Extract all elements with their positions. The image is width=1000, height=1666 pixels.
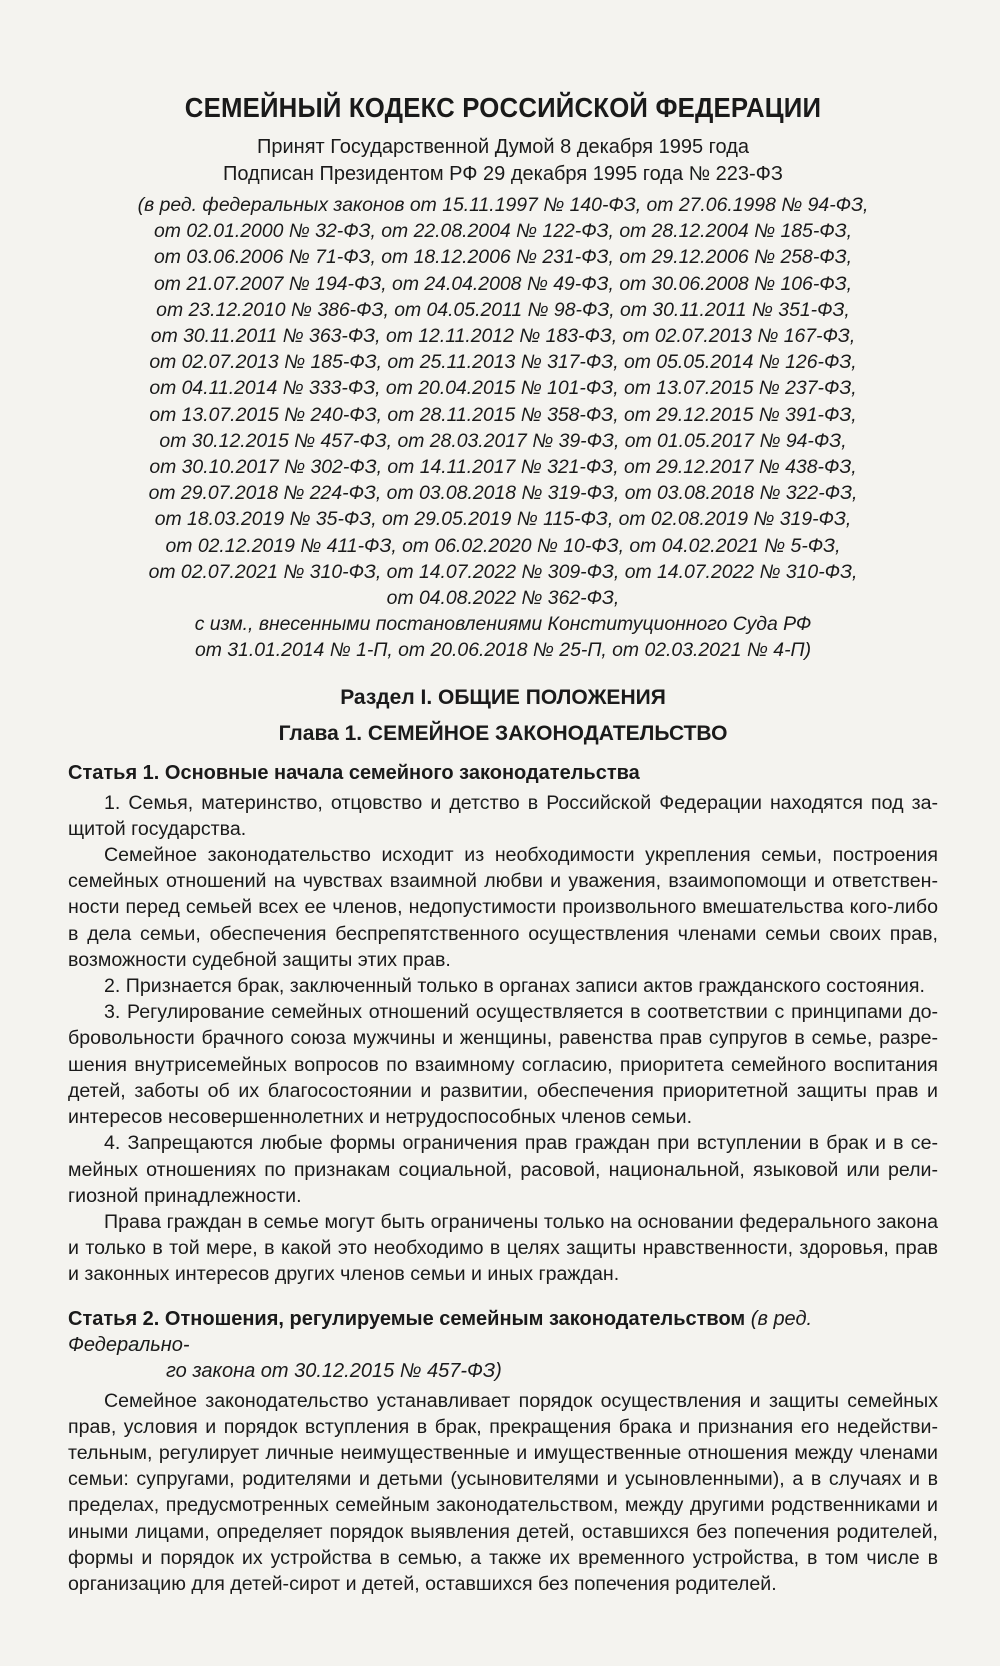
chapter-title: Глава 1. СЕМЕЙНОЕ ЗАКОНОДАТЕЛЬСТВО [278, 721, 728, 745]
amendment-line: от 18.03.2019 № 35-ФЗ, от 29.05.2019 № 115-ФЗ, от 02.08.2019 № 319-ФЗ, [154, 508, 852, 531]
text-line: и законных интересов других членов семьи и иных граждан. [68, 1263, 620, 1286]
text-line: 2. Признается брак, заключенный только в органах записи актов гражданского состояния. [104, 975, 925, 998]
text-line: возможности судебной защиты этих прав. [68, 948, 451, 971]
text-line: семейных отношений на чувствах взаимной любви и уважения, взаимопомощи и ответствен- [68, 870, 938, 893]
section-title: Раздел I. ОБЩИЕ ПОЛОЖЕНИЯ [340, 685, 666, 709]
text-line: щитой государства. [68, 817, 247, 840]
text-line: семьи: супругами, родителями и детьми (усыновителями и усыновленными), а в случаях и в [68, 1468, 938, 1491]
amendment-line: от 02.07.2021 № 310-ФЗ, от 14.07.2022 № 309-ФЗ, от 14.07.2022 № 310-ФЗ, [148, 560, 858, 583]
amendment-line: от 30.12.2015 № 457-ФЗ, от 28.03.2017 № 39-ФЗ, от 01.05.2017 № 94-ФЗ, [159, 429, 847, 452]
text-line: ности перед семьей всех ее членов, недопустимости произвольного вмешательства кого-либо [68, 896, 938, 919]
amendment-line: от 30.11.2011 № 363-ФЗ, от 12.11.2012 № 183-ФЗ, от 02.07.2013 № 167-ФЗ, [150, 325, 856, 348]
amendment-line: с изм., внесенными постановлениями Конституционного Суда РФ [194, 613, 812, 636]
text-line: бровольности брачного союза мужчины и женщины, равенства прав супругов в семье, разре- [68, 1027, 938, 1050]
text-line: 4. Запрещаются любые формы ограничения прав граждан при вступлении в брак и в се- [104, 1132, 938, 1155]
text-line: гиозной принадлежности. [68, 1184, 302, 1207]
adopted-line: Принят Государственной Думой 8 декабря 1995 года [256, 136, 750, 158]
article-1-heading: Статья 1. Основные начала семейного законодательства [68, 761, 640, 784]
article-1-paragraph [68, 973, 938, 999]
text-line: тельным, регулирует личные неимущественные и имущественные отношения между членами [68, 1441, 938, 1464]
text-line: интересов несовершеннолетних и нетрудоспособных членов семьи. [68, 1106, 693, 1129]
article-1-paragraph [68, 790, 938, 842]
amendment-line: от 30.10.2017 № 302-ФЗ, от 14.11.2017 № 321-ФЗ, от 29.12.2017 № 438-ФЗ, [149, 456, 857, 479]
amendment-line: (в ред. федеральных законов от 15.11.1997 № 140-ФЗ, от 27.06.1998 № 94-ФЗ, [137, 194, 869, 216]
text-line: Семейное законодательство исходит из необходимости укрепления семьи, построения [104, 844, 938, 867]
text-line: Семейное законодательство устанавливает порядок осуществления и защиты семейных [104, 1389, 938, 1412]
amendment-line: от 29.07.2018 № 224-ФЗ, от 03.08.2018 № 319-ФЗ, от 03.08.2018 № 322-ФЗ, [148, 482, 858, 505]
text-line: иными лицами, определяет порядок выявления детей, оставшихся без попечения родителей, [68, 1520, 938, 1543]
amendment-line: от 04.08.2022 № 362-ФЗ, [386, 587, 620, 610]
article-1-paragraph [68, 842, 938, 973]
amendment-line: от 31.01.2014 № 1-П, от 20.06.2018 № 25-П, от 02.03.2021 № 4-П) [194, 639, 812, 662]
text-line: в дела семьи, обеспечения беспрепятственного осуществления членами семьи своих прав, [68, 922, 938, 945]
amendment-line: от 04.11.2014 № 333-ФЗ, от 20.04.2015 № 101-ФЗ, от 13.07.2015 № 237-ФЗ, [149, 377, 857, 400]
text-line: детей, заботы об их благосостоянии и развитии, обеспечения приоритетной защиты прав и [68, 1079, 938, 1102]
text-line: мейных отношениях по признакам социальной, расовой, национальной, языковой или рели- [68, 1158, 938, 1181]
amendment-line: от 02.07.2013 № 185-ФЗ, от 25.11.2013 № 317-ФЗ, от 05.05.2014 № 126-ФЗ, [149, 351, 857, 374]
article-2-edition-note-cont: го закона от 30.12.2015 № 457-ФЗ) [166, 1359, 502, 1382]
text-line: и только в той мере, в какой это необходимо в целях защиты нравственности, здоровья, прав [68, 1237, 938, 1260]
amendment-line: от 13.07.2015 № 240-ФЗ, от 28.11.2015 № 358-ФЗ, от 29.12.2015 № 391-ФЗ, [149, 403, 857, 426]
text-line: шения внутрисемейных вопросов по взаимному согласию, приоритета семейного воспитания [68, 1053, 938, 1076]
text-line: формы и порядок их устройства в семью, а также их временного устройства, в том числе в [68, 1546, 938, 1569]
text-line: организацию для детей-сирот и детей, оставшихся без попечения родителей. [68, 1572, 777, 1595]
amendment-line: от 23.12.2010 № 386-ФЗ, от 04.05.2011 № 98-ФЗ, от 30.11.2011 № 351-ФЗ, [156, 298, 850, 321]
signed-line: Подписан Президентом РФ 29 декабря 1995 года № 223-ФЗ [223, 163, 783, 185]
article-2-paragraph [68, 1388, 938, 1598]
text-line: 3. Регулирование семейных отношений осуществляется в соответствии с принципами до- [104, 1001, 938, 1024]
article-1-paragraph [68, 999, 938, 1130]
text-line: Права граждан в семье могут быть ограничены только на основании федерального закона [104, 1210, 938, 1233]
amendment-line: от 02.12.2019 № 411-ФЗ, от 06.02.2020 № 10-ФЗ, от 04.02.2021 № 5-ФЗ, [165, 534, 841, 557]
text-line: пределах, предусмотренных семейным законодательством, между другими родственниками и [68, 1494, 938, 1517]
article-2-title: Статья 2. Отношения, регулируемые семейным законодательством [68, 1307, 746, 1330]
article-1-paragraph [68, 1209, 938, 1288]
article-1-paragraph [68, 1130, 938, 1209]
article-2-heading [68, 1306, 938, 1384]
amendment-line: от 03.06.2006 № 71-ФЗ, от 18.12.2006 № 231-ФЗ, от 29.12.2006 № 258-ФЗ, [154, 246, 852, 269]
article-2-edition-note: (в ред. Федерально- [68, 1307, 813, 1356]
amendment-line: от 21.07.2007 № 194-ФЗ, от 24.04.2008 № 49-ФЗ, от 30.06.2008 № 106-ФЗ, [154, 272, 852, 295]
text-line: 1. Семья, материнство, отцовство и детство в Российской Федерации находятся под за- [104, 791, 938, 814]
text-line: прав, условия и порядок вступления в брак, прекращения брака и признания его недействи- [68, 1415, 938, 1438]
amendment-line: от 02.01.2000 № 32-ФЗ, от 22.08.2004 № 122-ФЗ, от 28.12.2004 № 185-ФЗ, [154, 220, 852, 243]
amendments-block [68, 192, 938, 664]
document-title: СЕМЕЙНЫЙ КОДЕКС РОССИЙСКОЙ ФЕДЕРАЦИИ [184, 92, 822, 123]
